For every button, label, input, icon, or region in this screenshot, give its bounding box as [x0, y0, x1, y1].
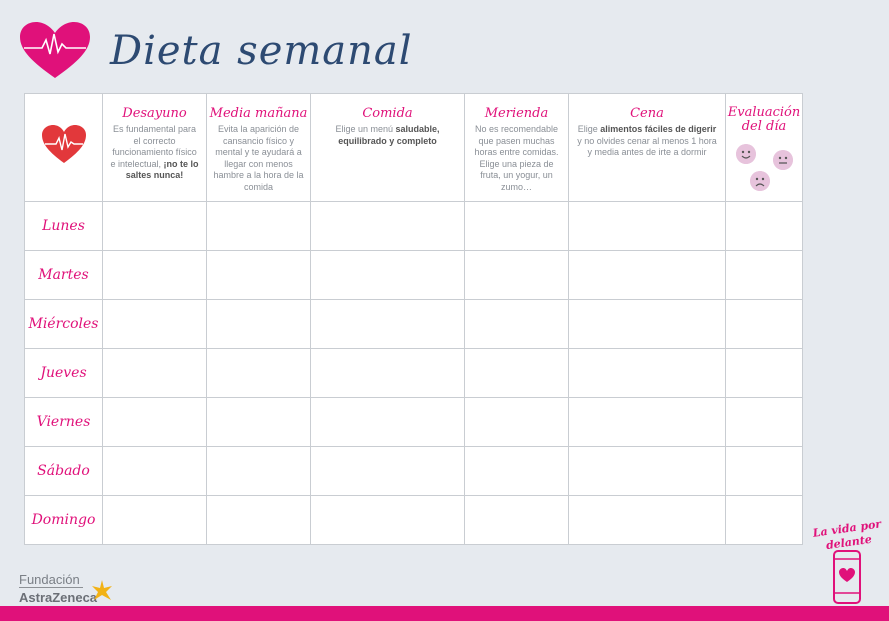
brand-name-line2: AstraZeneca	[19, 590, 98, 605]
meal-entry-cell[interactable]	[465, 202, 569, 251]
day-row	[25, 349, 803, 398]
meal-entry-cell[interactable]	[726, 300, 803, 349]
column-title: Cena	[630, 106, 664, 121]
day-label: Sábado	[25, 447, 103, 496]
evaluation-title-line2: del día	[741, 119, 787, 134]
column-header-comida	[311, 94, 465, 202]
meal-entry-cell[interactable]	[311, 202, 465, 251]
brand-name-line1: Fundación	[19, 572, 80, 587]
meal-entry-cell[interactable]	[569, 251, 726, 300]
column-description: No es recomendable que pasen muchas horas entre comidas. Elige una pieza de fruta, un yogur, un zumo…	[474, 124, 559, 192]
meal-entry-cell[interactable]	[207, 398, 311, 447]
column-title: Media mañana	[209, 106, 308, 121]
meal-entry-cell[interactable]	[569, 496, 726, 545]
column-title: Merienda	[484, 106, 549, 121]
meal-entry-cell[interactable]	[726, 349, 803, 398]
meal-entry-cell[interactable]	[311, 251, 465, 300]
day-row	[25, 398, 803, 447]
header-row	[25, 94, 803, 202]
weekly-diet-table	[24, 93, 803, 545]
column-title: Comida	[362, 106, 413, 121]
column-title	[726, 106, 802, 134]
meal-entry-cell[interactable]	[103, 349, 207, 398]
meal-entry-cell[interactable]	[726, 496, 803, 545]
column-description: Es fundamental para el correcto funcionamiento físico e intelectual, ¡no te lo saltes nunca!	[110, 124, 199, 180]
tagline: La vida por delante	[812, 517, 882, 553]
meal-entry-cell[interactable]	[103, 398, 207, 447]
column-description: Evita la aparición de cansancio físico y mental y te ayudará a llegar con menos hambre a la hora de la comida	[213, 124, 304, 192]
meal-entry-cell[interactable]	[465, 349, 569, 398]
meal-entry-cell[interactable]	[103, 300, 207, 349]
column-header-merienda	[465, 94, 569, 202]
meal-entry-cell[interactable]	[465, 496, 569, 545]
meal-entry-cell[interactable]	[103, 202, 207, 251]
column-title: Desayuno	[122, 106, 187, 121]
day-label: Martes	[25, 251, 103, 300]
day-row	[25, 447, 803, 496]
column-description: Elige alimentos fáciles de digerir y no olvides cenar al menos 1 hora y media antes de irte a dormir	[577, 124, 717, 157]
phone-heart-icon	[832, 549, 862, 605]
evaluation-faces	[726, 134, 802, 179]
meal-entry-cell[interactable]	[726, 398, 803, 447]
meal-entry-cell[interactable]	[726, 251, 803, 300]
column-description: Elige un menú saludable, equilibrado y completo	[335, 124, 440, 146]
meal-entry-cell[interactable]	[465, 398, 569, 447]
meal-entry-cell[interactable]	[311, 447, 465, 496]
meal-entry-cell[interactable]	[311, 349, 465, 398]
meal-entry-cell[interactable]	[103, 447, 207, 496]
day-row	[25, 202, 803, 251]
bottom-accent-bar	[0, 606, 889, 621]
meal-entry-cell[interactable]	[207, 349, 311, 398]
meal-entry-cell[interactable]	[103, 496, 207, 545]
heart-ecg-icon	[42, 125, 86, 165]
meal-entry-cell[interactable]	[207, 202, 311, 251]
heart-ecg-icon	[20, 22, 90, 80]
meal-entry-cell[interactable]	[569, 398, 726, 447]
day-row	[25, 251, 803, 300]
meal-entry-cell[interactable]	[726, 447, 803, 496]
column-header-media-manana	[207, 94, 311, 202]
neutral-face-icon	[773, 150, 793, 170]
astrazeneca-star-icon	[90, 579, 114, 603]
day-row	[25, 300, 803, 349]
brand-divider	[19, 587, 83, 588]
meal-entry-cell[interactable]	[207, 251, 311, 300]
meal-entry-cell[interactable]	[465, 300, 569, 349]
column-header-cena	[569, 94, 726, 202]
day-row	[25, 496, 803, 545]
sad-face-icon	[750, 171, 770, 191]
column-header-desayuno	[103, 94, 207, 202]
column-header-evaluacion	[726, 94, 803, 202]
meal-entry-cell[interactable]	[569, 202, 726, 251]
meal-entry-cell[interactable]	[465, 251, 569, 300]
meal-entry-cell[interactable]	[311, 300, 465, 349]
happy-face-icon	[736, 144, 756, 164]
meal-entry-cell[interactable]	[207, 496, 311, 545]
meal-entry-cell[interactable]	[726, 202, 803, 251]
meal-entry-cell[interactable]	[103, 251, 207, 300]
evaluation-title-line1: Evaluación	[727, 105, 801, 120]
meal-entry-cell[interactable]	[569, 447, 726, 496]
page-title: Dieta semanal	[110, 28, 413, 74]
corner-cell	[25, 94, 103, 202]
meal-entry-cell[interactable]	[207, 447, 311, 496]
day-label: Jueves	[25, 349, 103, 398]
meal-entry-cell[interactable]	[207, 300, 311, 349]
day-label: Lunes	[25, 202, 103, 251]
meal-entry-cell[interactable]	[569, 349, 726, 398]
meal-entry-cell[interactable]	[465, 447, 569, 496]
day-label: Miércoles	[25, 300, 103, 349]
meal-entry-cell[interactable]	[311, 398, 465, 447]
meal-entry-cell[interactable]	[311, 496, 465, 545]
day-label: Viernes	[25, 398, 103, 447]
meal-entry-cell[interactable]	[569, 300, 726, 349]
day-label: Domingo	[25, 496, 103, 545]
